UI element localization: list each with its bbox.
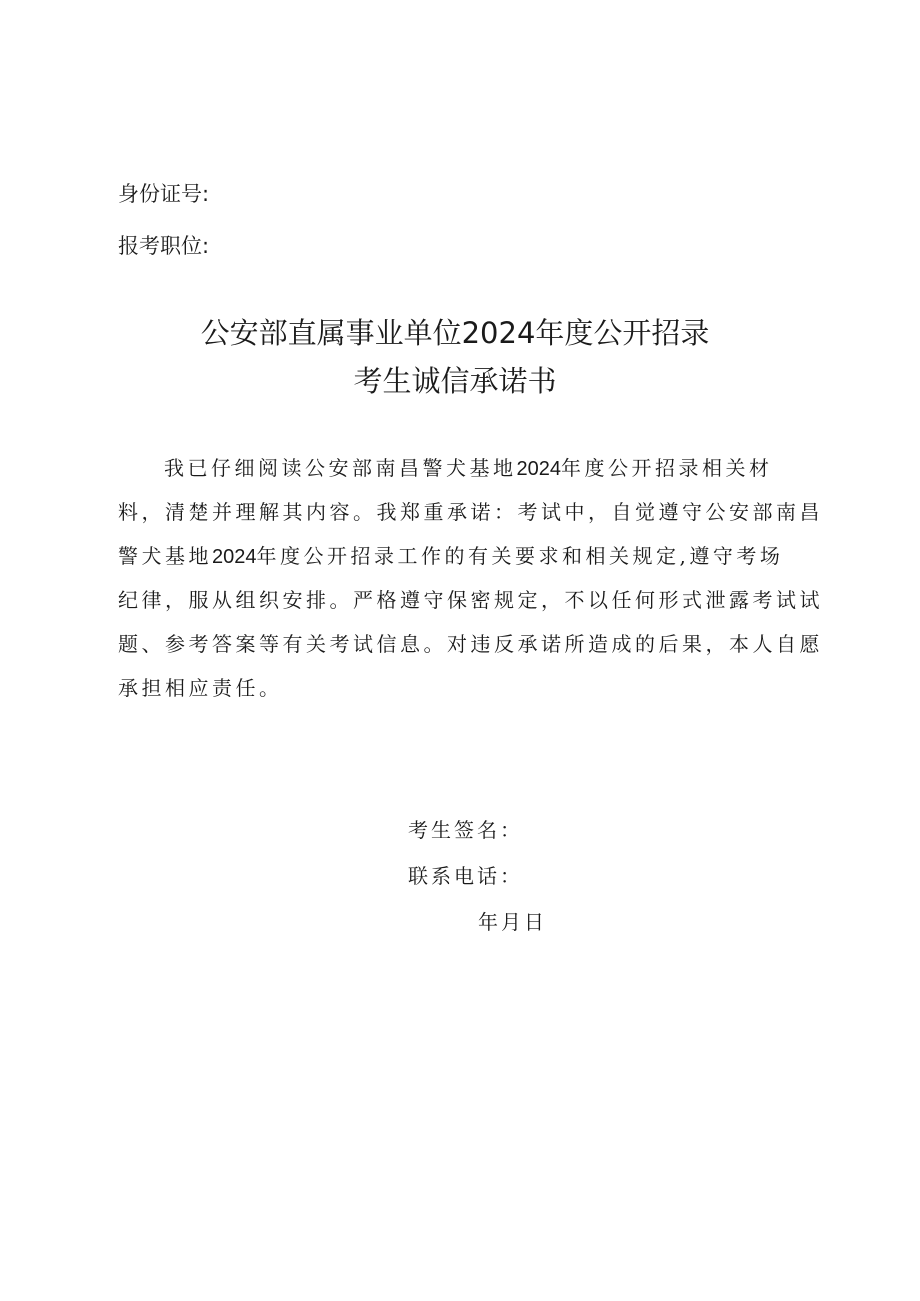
paragraph-text: 我已仔细阅读公安部南昌警犬基地	[164, 456, 517, 480]
paragraph-line: 承担相应责任。	[118, 676, 283, 700]
id-number-label: 身份证号:	[118, 182, 210, 206]
paragraph-line: 纪律，服从组织安排。严格遵守保密规定，不以任何形式泄露考试试	[118, 588, 823, 612]
paragraph-line	[118, 541, 812, 572]
paragraph-line	[164, 453, 812, 484]
paragraph-line: 料，清楚并理解其内容。我郑重承诺：考试中，自觉遵守公安部南昌	[118, 500, 823, 524]
paragraph-text: 年度公开招录相关材	[561, 456, 773, 480]
document-title-line2: 考生诚信承诺书	[353, 364, 557, 398]
paragraph-year: 2024	[516, 458, 561, 480]
document-title-line1: 公安部直属事业单位2024年度公开招录	[200, 316, 710, 350]
paragraph-text: 年度公开招录工作的有关要求和相关规定,遵守考场	[256, 544, 784, 568]
signature-label: 考生签名：	[408, 818, 523, 842]
phone-label: 联系电话：	[408, 864, 523, 888]
paragraph-line: 题、参考答案等有关考试信息。对违反承诺所造成的后果，本人自愿	[118, 632, 823, 656]
date-label: 年月日	[478, 910, 547, 934]
paragraph-text: 警犬基地	[118, 544, 212, 568]
paragraph-year: 2024	[212, 546, 257, 568]
position-label: 报考职位:	[118, 234, 210, 258]
